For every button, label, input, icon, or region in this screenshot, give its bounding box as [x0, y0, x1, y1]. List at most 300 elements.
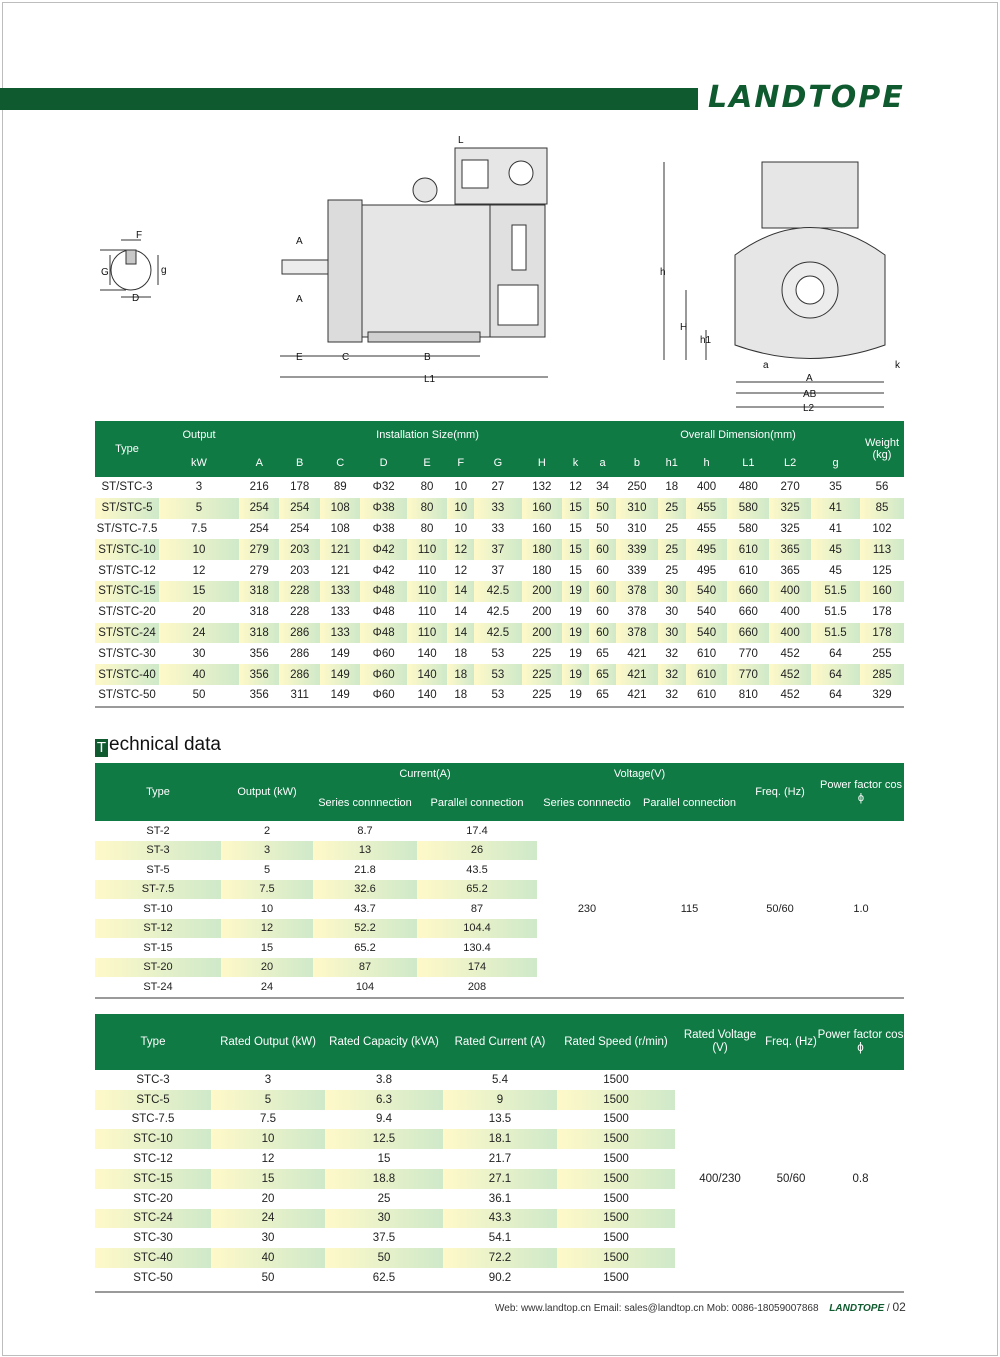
- table-cell: 33: [474, 498, 521, 519]
- table-cell: 356: [239, 685, 279, 707]
- table-cell: 80: [420, 481, 434, 494]
- table-row: [95, 685, 904, 707]
- st-parallel-voltage: 115: [680, 902, 699, 915]
- table-cell: Φ60: [360, 685, 406, 707]
- table-cell: Φ48: [360, 623, 406, 644]
- col-overall-2: h: [686, 449, 728, 477]
- stc-table-bottom-rule: [95, 1291, 904, 1293]
- table-cell: 200: [522, 581, 562, 602]
- page-number: 02: [892, 1300, 906, 1314]
- table-cell: 42.5: [474, 581, 521, 602]
- table-cell: 12.5: [325, 1129, 443, 1149]
- st-col-parallel-current: Parallel connection: [417, 785, 537, 821]
- table-cell: 51.5: [811, 623, 860, 644]
- table-cell: 9.4: [376, 1113, 392, 1126]
- col-weight: Weight (kg): [860, 421, 904, 477]
- table-cell: 30: [665, 606, 679, 619]
- table-row: [95, 821, 904, 841]
- table-row: [95, 664, 904, 685]
- table-cell: STC-30: [133, 1232, 173, 1245]
- table-cell: 140: [417, 647, 437, 660]
- table-cell: 19: [569, 647, 582, 660]
- table-cell: 6.3: [325, 1090, 443, 1110]
- table-cell: 1500: [603, 1192, 629, 1205]
- table-cell: 225: [532, 647, 552, 660]
- front-label-a: A: [806, 373, 813, 384]
- table-cell: 24: [211, 1209, 325, 1229]
- table-cell: 34: [596, 481, 609, 494]
- table-cell: 279: [249, 564, 269, 577]
- table-cell: 80: [420, 522, 434, 535]
- table-cell: 286: [279, 664, 319, 685]
- table-cell: 1500: [603, 1153, 629, 1166]
- table-cell: 121: [330, 564, 350, 577]
- table-cell: Φ60: [372, 647, 395, 660]
- table-cell: 178: [290, 481, 310, 494]
- table-cell: 15: [377, 1153, 391, 1166]
- col-install-8: k: [562, 449, 589, 477]
- table-cell: 32: [665, 647, 679, 660]
- table-cell: 770: [738, 647, 758, 660]
- shaft-key-detail: [100, 230, 167, 304]
- table-cell: 610: [686, 664, 728, 685]
- front-label-k: k: [895, 360, 900, 371]
- table-cell: 455: [686, 498, 728, 519]
- table-cell: 27: [491, 481, 505, 494]
- table-cell: 174: [417, 958, 537, 978]
- col-group-overall: Overall Dimension(mm): [616, 421, 860, 449]
- table-cell: 32: [658, 664, 686, 685]
- table-cell: 60: [596, 564, 609, 577]
- st-table-bottom-rule: [95, 997, 904, 999]
- table-cell: 14: [454, 606, 468, 619]
- stc-col-rated-output: Rated Output (kW): [211, 1014, 325, 1070]
- table-cell: 225: [522, 685, 562, 707]
- table-cell: 3.8: [376, 1073, 392, 1086]
- table-cell: 102: [872, 522, 892, 535]
- table-cell: 452: [780, 647, 800, 660]
- st-col-freq: Freq. (Hz): [742, 763, 818, 821]
- table-cell: 540: [686, 623, 728, 644]
- table-cell: 20: [221, 958, 313, 978]
- table-cell: 10: [159, 539, 239, 560]
- table-cell: 1500: [557, 1090, 675, 1110]
- table-cell: 19: [562, 685, 589, 707]
- table-cell: 12: [221, 919, 313, 939]
- table-cell: 208: [467, 980, 487, 993]
- table-cell: 378: [616, 581, 658, 602]
- table-cell: 64: [811, 685, 860, 707]
- stc-col-rated-voltage: Rated Voltage (V): [675, 1014, 765, 1070]
- col-install-6: G: [474, 449, 521, 477]
- stc-technical-table: [95, 1014, 904, 1288]
- table-cell: 540: [696, 606, 717, 619]
- table-cell: 1500: [603, 1073, 629, 1086]
- header-bar: [0, 88, 698, 110]
- table-cell: 365: [780, 564, 800, 577]
- dimension-drawing: [0, 120, 1000, 420]
- table-cell: 24: [260, 980, 274, 993]
- st-col-parallel-voltage: Parallel connection: [637, 785, 742, 821]
- table-cell: 7.5: [191, 522, 207, 535]
- table-cell: 32.6: [313, 880, 417, 900]
- stc-col-rated-current: Rated Current (A): [443, 1014, 557, 1070]
- table-cell: 285: [860, 664, 904, 685]
- side-label-l1: L1: [424, 374, 436, 385]
- table-cell: 80: [407, 498, 447, 519]
- table-cell: STC-20: [133, 1192, 173, 1205]
- table-cell: 20: [192, 606, 206, 619]
- table-cell: 216: [249, 481, 269, 494]
- table-cell: 160: [860, 581, 904, 602]
- col-install-9: a: [589, 449, 616, 477]
- table-cell: Φ42: [372, 564, 395, 577]
- table-cell: 15: [211, 1169, 325, 1189]
- col-output-unit: kW: [159, 449, 239, 477]
- col-overall-1: h1: [658, 449, 686, 477]
- table-cell: 318: [239, 623, 279, 644]
- table-cell: 15: [569, 522, 582, 535]
- brand-logo: LANDTOPE: [708, 80, 905, 115]
- front-label-l2: L2: [803, 403, 815, 414]
- table-cell: 7.5: [260, 1113, 276, 1126]
- table-cell: 3: [195, 481, 203, 494]
- table-cell: 43.5: [466, 863, 488, 876]
- table-cell: 310: [627, 522, 647, 535]
- table-cell: 60: [589, 581, 616, 602]
- table-cell: 42.5: [486, 606, 510, 619]
- table-cell: 60: [596, 606, 609, 619]
- table-cell: 1500: [603, 1271, 629, 1284]
- table-cell: 318: [239, 581, 279, 602]
- table-cell: 421: [616, 685, 658, 707]
- table-cell: 1500: [557, 1129, 675, 1149]
- table-cell: 65.2: [417, 880, 537, 900]
- table-cell: 2: [263, 824, 271, 837]
- table-cell: 18.8: [325, 1169, 443, 1189]
- table-cell: 65: [589, 664, 616, 685]
- table-cell: STC-12: [133, 1153, 173, 1166]
- table-cell: 660: [738, 606, 758, 619]
- table-cell: Φ38: [372, 522, 395, 535]
- table-cell: 400: [769, 581, 811, 602]
- table-cell: Φ32: [372, 481, 395, 494]
- table-cell: ST/STC-50: [95, 685, 159, 707]
- table-cell: 41: [811, 498, 860, 519]
- col-install-7: H: [522, 449, 562, 477]
- table-cell: 495: [686, 539, 728, 560]
- table-cell: 110: [407, 623, 447, 644]
- table-cell: 5.4: [492, 1073, 508, 1086]
- table-cell: 160: [532, 522, 552, 535]
- table-cell: 8.7: [357, 824, 373, 837]
- table-cell: ST/STC-3: [101, 481, 153, 494]
- table-cell: 25: [665, 522, 679, 535]
- table-row: [95, 519, 904, 540]
- installation-dimension-table: [95, 421, 904, 708]
- key-label-g-lower: g: [161, 265, 167, 276]
- table-cell: 133: [330, 606, 350, 619]
- stc-col-type: Type: [95, 1014, 211, 1070]
- table-cell: 810: [727, 685, 769, 707]
- table-cell: 50: [159, 685, 239, 707]
- table-cell: 21.8: [354, 863, 376, 876]
- table-cell: 279: [239, 539, 279, 560]
- table-cell: 19: [562, 664, 589, 685]
- table-cell: 45: [829, 564, 842, 577]
- table-cell: ST/STC-10: [95, 539, 159, 560]
- table-cell: STC-10: [95, 1129, 211, 1149]
- table-cell: 51.5: [811, 581, 860, 602]
- table-cell: 33: [491, 522, 505, 535]
- st-col-series-current: Series connnection: [313, 785, 417, 821]
- table-cell: 30: [325, 1209, 443, 1229]
- table-cell: 610: [696, 647, 717, 660]
- table-row: [95, 539, 904, 560]
- table-row: [95, 477, 904, 498]
- table-cell: 149: [330, 647, 350, 660]
- table-cell: 421: [627, 647, 647, 660]
- table-cell: 125: [872, 564, 892, 577]
- table-cell: 12: [454, 564, 468, 577]
- table-cell: 53: [491, 647, 505, 660]
- table-cell: ST-20: [95, 958, 221, 978]
- table-cell: 452: [769, 685, 811, 707]
- table-cell: 1500: [557, 1209, 675, 1229]
- table-cell: 14: [447, 623, 474, 644]
- table-cell: 318: [249, 606, 269, 619]
- key-label-f: F: [136, 230, 143, 241]
- table-cell: 21.7: [488, 1153, 512, 1166]
- table-cell: 65.2: [354, 941, 376, 954]
- table-cell: 270: [780, 481, 800, 494]
- table-cell: ST/STC-5: [95, 498, 159, 519]
- table-cell: 3: [264, 1073, 272, 1086]
- table-cell: 20: [261, 1192, 275, 1205]
- table-cell: 12: [569, 481, 582, 494]
- table-cell: 356: [249, 647, 269, 660]
- table-cell: 18: [665, 481, 679, 494]
- table-cell: 25: [377, 1192, 391, 1205]
- table-cell: 200: [532, 606, 552, 619]
- stc-col-freq: Freq. (Hz): [765, 1014, 817, 1070]
- table-cell: 43.7: [354, 902, 376, 915]
- col-install-2: C: [320, 449, 360, 477]
- table-cell: 12: [261, 1153, 275, 1166]
- table-cell: 108: [320, 498, 360, 519]
- table-cell: 10: [447, 498, 474, 519]
- table-cell: 26: [417, 841, 537, 861]
- table-cell: 452: [769, 664, 811, 685]
- table-cell: 178: [872, 606, 892, 619]
- table-cell: 5: [159, 498, 239, 519]
- col-type: Type: [95, 421, 159, 477]
- table-cell: ST-3: [95, 841, 221, 861]
- table-cell: 27.1: [443, 1169, 557, 1189]
- table-cell: 65: [596, 647, 609, 660]
- table-cell: 50: [261, 1271, 275, 1284]
- table-cell: 378: [627, 606, 647, 619]
- table-cell: 325: [769, 498, 811, 519]
- table-cell: 87: [470, 902, 484, 915]
- stc-col-pf: Power factor cos ϕ: [817, 1014, 904, 1070]
- table-cell: ST-10: [143, 902, 173, 915]
- table-cell: 35: [829, 481, 842, 494]
- table-cell: 87: [313, 958, 417, 978]
- title-first-letter: T: [96, 739, 107, 756]
- table-cell: 286: [290, 647, 310, 660]
- table-cell: ST-7.5: [95, 880, 221, 900]
- table-row: [95, 560, 904, 581]
- front-label-h1: h1: [700, 335, 712, 346]
- table-cell: 30: [261, 1232, 275, 1245]
- side-view: [280, 135, 548, 385]
- table-cell: 400: [780, 606, 800, 619]
- footer-separator: /: [886, 1303, 890, 1314]
- st-col-pf: Power factor cos ϕ: [818, 763, 904, 821]
- table-cell: ST/STC-7.5: [96, 522, 158, 535]
- table-cell: 37: [474, 539, 521, 560]
- table-cell: ST-5: [146, 863, 170, 876]
- table-cell: Φ60: [360, 664, 406, 685]
- table-cell: 15: [260, 941, 274, 954]
- table-cell: 53: [474, 664, 521, 685]
- table-cell: 3: [221, 841, 313, 861]
- st-freq: 50/60: [766, 902, 794, 915]
- table-cell: 32: [658, 685, 686, 707]
- table-cell: Φ48: [360, 581, 406, 602]
- table-cell: 421: [616, 664, 658, 685]
- table-cell: STC-24: [95, 1209, 211, 1229]
- table-cell: 24: [159, 623, 239, 644]
- table-cell: 19: [569, 606, 582, 619]
- table-cell: 140: [407, 685, 447, 707]
- table-cell: 30: [658, 623, 686, 644]
- table-cell: STC-50: [133, 1271, 173, 1284]
- front-view: [660, 162, 901, 414]
- table-cell: 311: [279, 685, 319, 707]
- table-cell: ST/STC-30: [98, 647, 156, 660]
- table-cell: 10: [454, 481, 468, 494]
- table-cell: 37.5: [372, 1232, 396, 1245]
- footer: [495, 1300, 906, 1314]
- key-label-g-upper: G: [101, 267, 109, 278]
- table-cell: 203: [279, 539, 319, 560]
- table-cell: 540: [686, 581, 728, 602]
- table-cell: 339: [616, 539, 658, 560]
- table-cell: 12: [192, 564, 206, 577]
- side-label-a-top: A: [296, 236, 303, 247]
- st-col-voltage: Voltage(V): [537, 763, 742, 785]
- table-cell: 9: [443, 1090, 557, 1110]
- front-label-ab: AB: [803, 389, 817, 400]
- table-cell: 85: [860, 498, 904, 519]
- table-cell: 113: [860, 539, 904, 560]
- table-cell: 51.5: [824, 606, 847, 619]
- table-cell: STC-40: [95, 1248, 211, 1268]
- table-cell: 64: [829, 647, 842, 660]
- table-cell: 17.4: [466, 824, 488, 837]
- table-cell: 25: [665, 564, 679, 577]
- table-cell: 580: [727, 498, 769, 519]
- table-cell: 254: [239, 498, 279, 519]
- table-cell: 286: [279, 623, 319, 644]
- section-title: T echnical data: [96, 734, 221, 756]
- footer-logo: LANDTOPE: [829, 1303, 885, 1314]
- table-cell: 72.2: [443, 1248, 557, 1268]
- table-cell: 104: [355, 980, 375, 993]
- table-cell: 400: [696, 481, 717, 494]
- table-cell: STC-5: [95, 1090, 211, 1110]
- col-overall-0: b: [616, 449, 658, 477]
- col-install-4: E: [407, 449, 447, 477]
- table-cell: 18: [447, 664, 474, 685]
- table-cell: 228: [279, 581, 319, 602]
- col-overall-5: g: [811, 449, 860, 477]
- table-cell: 110: [407, 581, 447, 602]
- table-cell: 378: [616, 623, 658, 644]
- table-cell: ST-24: [143, 980, 173, 993]
- table-cell: 36.1: [488, 1192, 512, 1205]
- table-cell: 610: [738, 564, 758, 577]
- table-cell: 254: [279, 498, 319, 519]
- table-cell: 200: [522, 623, 562, 644]
- table-cell: ST-12: [95, 919, 221, 939]
- side-label-e: E: [296, 352, 303, 363]
- table-cell: 1500: [557, 1248, 675, 1268]
- table-cell: 5: [263, 863, 271, 876]
- table-cell: 400: [769, 623, 811, 644]
- stc-pf: 0.8: [852, 1172, 869, 1185]
- stc-voltage: 400/230: [699, 1172, 741, 1185]
- table-cell: Φ42: [360, 539, 406, 560]
- table-cell: 18: [454, 647, 468, 660]
- table-cell: 610: [686, 685, 728, 707]
- table-cell: 455: [696, 522, 717, 535]
- side-label-b: B: [424, 352, 431, 363]
- table-cell: Φ38: [360, 498, 406, 519]
- table-cell: 54.1: [488, 1232, 512, 1245]
- table-cell: 356: [239, 664, 279, 685]
- table-cell: 149: [320, 685, 360, 707]
- table-cell: 50: [325, 1248, 443, 1268]
- table-cell: 50: [596, 522, 609, 535]
- table-cell: 13: [313, 841, 417, 861]
- table-cell: 62.5: [372, 1271, 396, 1284]
- table-cell: Φ48: [372, 606, 395, 619]
- col-group-installation: Installation Size(mm): [239, 421, 616, 449]
- st-col-current: Current(A): [313, 763, 537, 785]
- table-cell: 178: [860, 623, 904, 644]
- table-cell: 5: [211, 1090, 325, 1110]
- st-col-series-voltage: Series connnectio: [537, 785, 637, 821]
- table-cell: 254: [249, 522, 269, 535]
- table-cell: 13.5: [488, 1113, 512, 1126]
- table-cell: 1500: [603, 1113, 629, 1126]
- table-cell: 10: [211, 1129, 325, 1149]
- table-cell: 770: [727, 664, 769, 685]
- table-cell: 89: [333, 481, 347, 494]
- table-cell: 110: [417, 564, 437, 577]
- table-cell: 37: [491, 564, 505, 577]
- stc-col-rated-speed: Rated Speed (r/min): [557, 1014, 675, 1070]
- table-cell: 228: [290, 606, 310, 619]
- table-cell: 132: [532, 481, 552, 494]
- stc-col-rated-capacity: Rated Capacity (kVA): [325, 1014, 443, 1070]
- table-cell: 15: [562, 498, 589, 519]
- table-cell: 339: [627, 564, 647, 577]
- table-cell: 19: [562, 581, 589, 602]
